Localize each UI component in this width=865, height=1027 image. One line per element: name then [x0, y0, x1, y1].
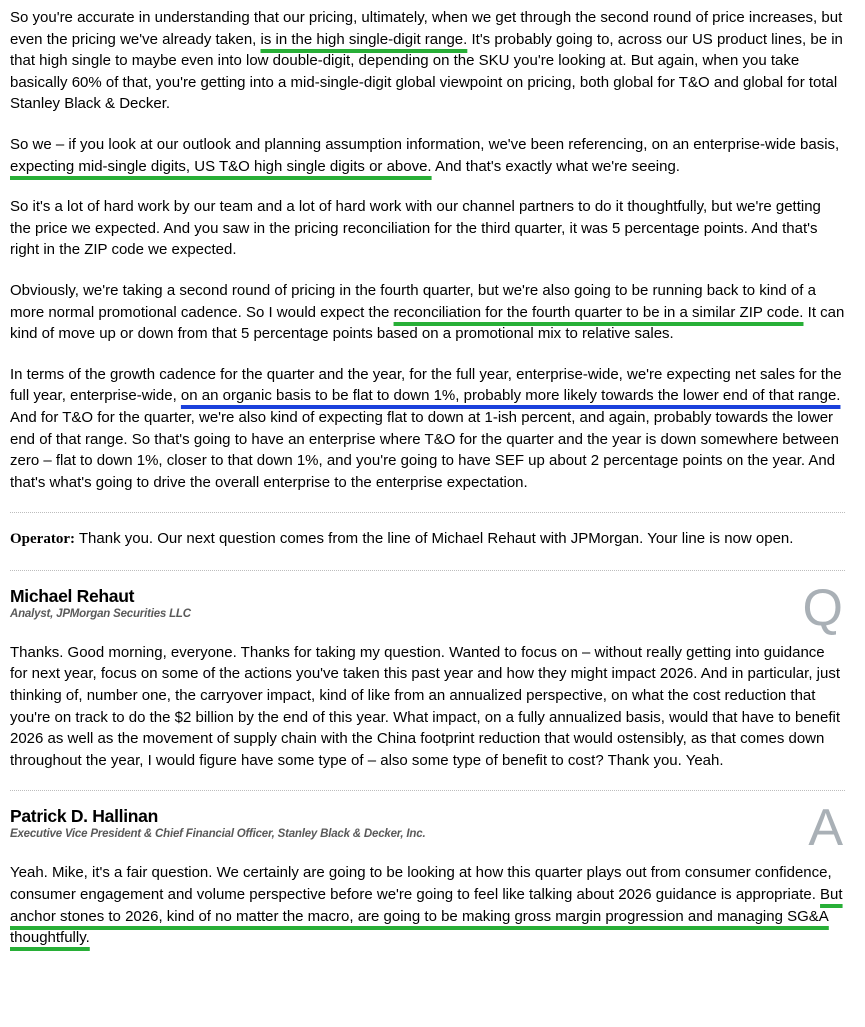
- question-marker-icon: Q: [802, 578, 843, 637]
- speaker-identity: [10, 806, 425, 840]
- text-run: And that's exactly what we're seeing.: [431, 157, 680, 175]
- speaker-name: Michael Rehaut: [10, 585, 135, 606]
- text-run: Yeah. Mike, it's a fair question. We certainly are going to be looking at how this quarter plays out from consumer confidence, consumer engagement and volume perspective before we're going to feel like talking about 2026 guidance is appropriate.: [10, 864, 832, 904]
- text-run: And for T&O for the quarter, we're also kind of expecting flat to down at 1-ish percent, and again, probably towards the lower end of that range. So that's going to have an enterprise where T&O for the quarter and the year is down somewhere between zero – flat to down 1%, closer to that down 1%, and you're going to have SEF up about 2 percentage points on the year. And that's what's going to drive the overall enterprise to the enterprise expectation.: [10, 408, 839, 491]
- green-underlined-text: is in the high single-digit range.: [260, 30, 468, 48]
- text-run: So you're accurate in understanding that our pricing, ultimately, when we get through the second round of price increases, but even the pricing we've already taken,: [10, 9, 843, 48]
- text-run: It can kind of move up or down from that 5 percentage points based on a promotional mix to relative sales.: [10, 303, 845, 343]
- blue-underlined-text: on an organic basis to be flat to down 1%, probably more likely towards the lower end of that range.: [180, 387, 841, 405]
- green-underlined-text: expecting mid-single digits, US T&O high single digits or above.: [10, 157, 432, 175]
- transcript-paragraph: [10, 862, 845, 948]
- transcript-paragraph: [10, 642, 845, 772]
- text-run: So we – if you look at our outlook and planning assumption information, we've been referencing, on an enterprise-wide basis,: [10, 135, 840, 153]
- transcript-paragraph: [10, 528, 845, 551]
- dotted-separator: [10, 512, 845, 513]
- operator-label: Operator:: [10, 531, 75, 548]
- speaker-header: [10, 578, 845, 637]
- text-run: Obviously, we're taking a second round of pricing in the fourth quarter, but we're also going to be running back to kind of a more normal promotional cadence. So I would expect the: [10, 281, 816, 321]
- transcript-paragraph: [10, 134, 845, 177]
- transcript-paragraph: [10, 196, 845, 261]
- green-underlined-text: But anchor stones to 2026, kind of no matter the macro, are going to be making gross margin progression and managing SG&A thoughtfully.: [10, 886, 843, 947]
- speaker-header: [10, 799, 845, 858]
- dotted-separator: [10, 790, 845, 791]
- green-underlined-text: reconciliation for the fourth quarter to be in a similar ZIP code.: [393, 303, 804, 321]
- transcript-paragraph: [10, 280, 845, 345]
- text-run: It's probably going to, across our US product lines, be in that high single to maybe even into low double-digit, depending on the SKU you're looking at. But again, when you take basically 60% of that, you're getting into a mid-single-digit global viewpoint on pricing, both global for T&O and global for total Stanley Black & Decker.: [10, 30, 843, 113]
- dotted-separator: [10, 570, 845, 571]
- text-run: So it's a lot of hard work by our team and a lot of hard work with our channel partners to do it thoughtfully, but we're getting the price we expected. And you saw in the pricing reconciliation for the third quarter, it was 5 percentage points. And that's right in the ZIP code we expected.: [10, 198, 821, 259]
- text-run: Thank you. Our next question comes from the line of Michael Rehaut with JPMorgan. Your line is now open.: [74, 530, 794, 548]
- text-run: In terms of the growth cadence for the quarter and the year, for the full year, enterprise-wide, we're expecting net sales for the full year, enterprise-wide,: [10, 365, 842, 405]
- answer-marker-icon: A: [808, 799, 843, 858]
- speaker-name: Patrick D. Hallinan: [10, 806, 158, 827]
- transcript-paragraph: [10, 364, 845, 494]
- transcript-paragraph: [10, 7, 845, 115]
- speaker-identity: [10, 586, 191, 620]
- speaker-title: Executive Vice President & Chief Financial Officer, Stanley Black & Decker, Inc.: [10, 828, 426, 841]
- text-run: Thanks. Good morning, everyone. Thanks for taking my question. Wanted to focus on – without really getting into guidance for next year, focus on some of the actions you've taken this past year and how they might impact 2026. And in particular, just thinking of, number one, the carryover impact, kind of like from an annualized perspective, on what the cost reduction that you're on track to do the $2 billion by the end of this year. What impact, on a fully annualized basis, would that have to benefit 2026 as well as the movement of supply chain with the China footprint reduction that would ostensibly, as that comes down throughout the year, I would figure have some type of – also some type of benefit to cost? Thank you. Yeah.: [10, 643, 841, 769]
- speaker-title: Analyst, JPMorgan Securities LLC: [10, 607, 191, 620]
